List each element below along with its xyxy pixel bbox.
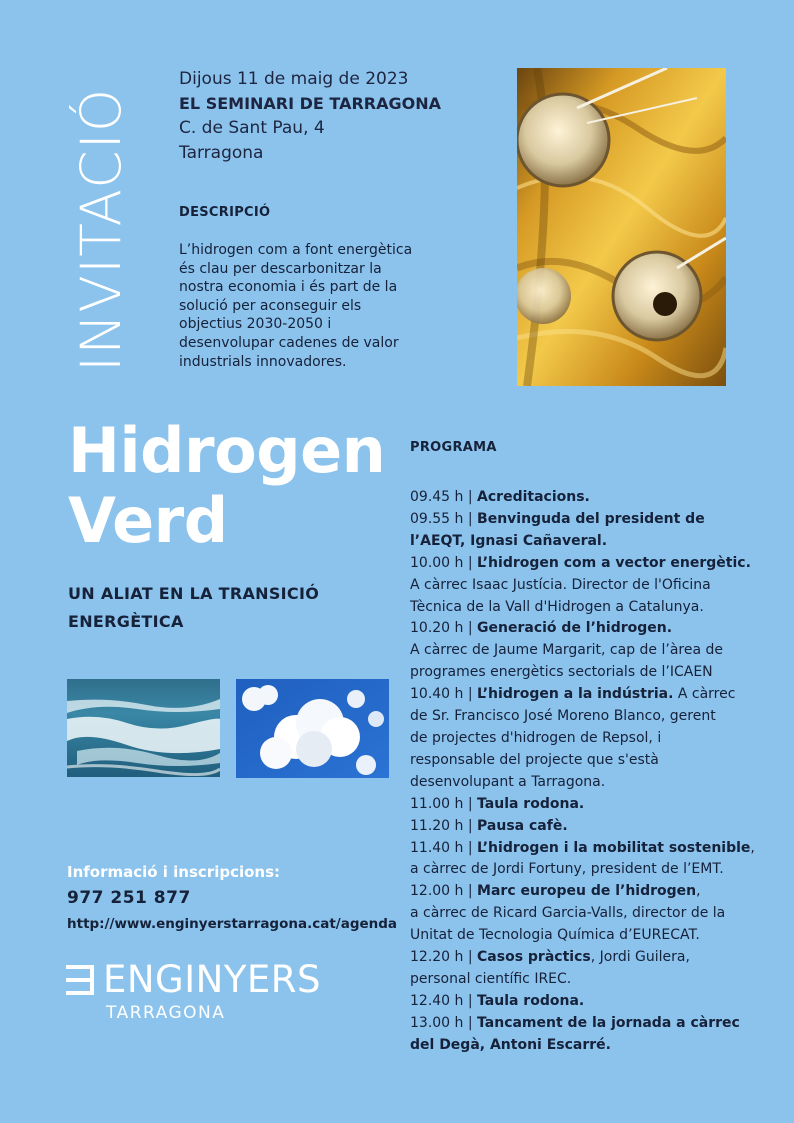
program-line <box>410 794 780 816</box>
description-text <box>179 241 439 371</box>
program-rest: Tècnica de la Vall d'Hidrogen a Catalunya. <box>410 598 704 615</box>
program-bold: Acreditacions. <box>477 489 590 505</box>
description-line: desenvolupar cadenes de valor <box>179 334 399 351</box>
program-rest: , Jordi Guilera, <box>590 949 690 966</box>
program-bold: del Degà, Antoni Escarré. <box>410 1036 611 1053</box>
subtitle-line-1: UN ALIAT EN LA TRANSICIÓ <box>68 584 320 603</box>
program-bold: Benvinguda del president de <box>477 510 705 527</box>
enginyers-logo-mark-icon <box>66 965 94 995</box>
program-bold: L’hidrogen i la mobilitat sostenible <box>477 839 751 856</box>
program-rest: , <box>696 883 701 900</box>
program-line <box>410 947 780 969</box>
program-rest: , <box>750 839 755 856</box>
description-line: solució per aconseguir els <box>179 297 362 314</box>
invitation-vertical-label: INVITACIÓ <box>69 87 133 372</box>
program-line <box>410 706 780 728</box>
program-rest: de projectes d'hidrogen de Repsol, i <box>410 729 662 746</box>
program-rest: Unitat de Tecnologia Química d’EURECAT. <box>410 927 700 944</box>
sky-photo <box>236 679 389 778</box>
program-line <box>410 531 780 553</box>
program-rest: programes energètics sectorials de l’ICAEN <box>410 664 713 681</box>
program-line <box>410 509 780 531</box>
program-time: 13.00 h | <box>410 1014 478 1031</box>
program-rest: A càrrec de Jaume Margarit, cap de l’àrea de <box>410 642 723 659</box>
description-line: L’hidrogen com a font energètica <box>179 242 413 258</box>
logo-name: ENGINYERS <box>103 958 321 1001</box>
program-line <box>410 772 780 794</box>
program-time: 12.40 h | <box>410 992 478 1009</box>
program-bold: Tancament de la jornada a càrrec <box>477 1014 740 1031</box>
program-line <box>410 750 780 772</box>
title-line-2: Verd <box>68 484 228 557</box>
logo-city: TARRAGONA <box>106 1003 226 1023</box>
event-venue: EL SEMINARI DE TARRAGONA <box>179 93 442 113</box>
program-time: 12.00 h | <box>410 883 478 900</box>
program-rest: A càrrec <box>673 686 736 703</box>
program-line <box>410 553 780 575</box>
program-line <box>410 1013 780 1035</box>
sea-photo <box>67 679 220 777</box>
program-heading: PROGRAMA <box>410 440 497 455</box>
program-bold: L’hidrogen com a vector energètic. <box>477 554 751 571</box>
description-line: és clau per descarbonitzar la <box>179 260 382 277</box>
program-rest: personal científic IREC. <box>410 970 572 987</box>
program-list <box>410 487 780 1057</box>
program-rest: A càrrec Isaac Justícia. Director de l'Oficina <box>410 576 711 593</box>
program-line <box>410 859 780 881</box>
title-line-1: Hidrogen <box>68 414 386 487</box>
program-rest: de Sr. Francisco José Moreno Blanco, gerent <box>410 708 716 725</box>
program-bold: Casos pràctics <box>477 949 591 966</box>
event-details <box>179 67 441 165</box>
program-rest: responsable del projecte que s'està <box>410 751 659 768</box>
program-bold: Generació de l’hidrogen. <box>477 620 673 637</box>
info-heading: Informació i inscripcions: <box>67 863 281 881</box>
fuel-cell-photo <box>517 68 726 386</box>
program-line <box>410 903 780 925</box>
description-heading: DESCRIPCIÓ <box>179 205 271 220</box>
program-line <box>410 816 780 838</box>
event-date: Dijous 11 de maig de 2023 <box>179 69 409 89</box>
program-bold: Taula rodona. <box>477 992 585 1009</box>
program-line <box>410 1035 780 1057</box>
program-time: 12.20 h | <box>410 949 478 966</box>
event-address: C. de Sant Pau, 4 <box>179 118 325 138</box>
program-rest: desenvolupant a Tarragona. <box>410 773 606 790</box>
program-rest: a càrrec de Ricard Garcia-Valls, director de la <box>410 905 726 922</box>
program-line <box>410 991 780 1013</box>
program-bold: Taula rodona. <box>477 795 585 812</box>
program-bold: L’hidrogen a la indústria. <box>477 686 674 703</box>
description-line: nostra economia i és part de la <box>179 279 398 296</box>
program-line <box>410 684 780 706</box>
program-line <box>410 925 780 947</box>
program-time: 11.20 h | <box>410 817 478 834</box>
program-line <box>410 618 780 640</box>
subtitle-line-2: ENERGÈTICA <box>68 612 184 631</box>
program-time: 09.45 h | <box>410 489 478 505</box>
contact-phone[interactable]: 977 251 877 <box>67 888 191 908</box>
program-time: 10.00 h | <box>410 554 478 571</box>
program-rest: a càrrec de Jordi Fortuny, president de l’EMT. <box>410 861 724 878</box>
program-line <box>410 662 780 684</box>
program-time: 10.20 h | <box>410 620 478 637</box>
program-line <box>410 575 780 597</box>
program-time: 09.55 h | <box>410 510 478 527</box>
description-line: industrials innovadores. <box>179 353 347 370</box>
program-line <box>410 838 780 860</box>
program-bold: l’AEQT, Ignasi Cañaveral. <box>410 532 608 549</box>
event-city: Tarragona <box>179 142 264 163</box>
program-bold: Pausa cafè. <box>477 817 568 834</box>
program-bold: Marc europeu de l’hidrogen <box>477 883 697 900</box>
program-time: 10.40 h | <box>410 686 478 703</box>
program-line <box>410 640 780 662</box>
agenda-link[interactable]: http://www.enginyerstarragona.cat/agenda <box>67 916 398 932</box>
program-line <box>410 597 780 619</box>
program-line <box>410 487 780 509</box>
program-line <box>410 728 780 750</box>
description-line: objectius 2030-2050 i <box>179 316 332 333</box>
program-line <box>410 881 780 903</box>
program-line <box>410 969 780 991</box>
subtitle <box>68 580 388 636</box>
main-title <box>68 416 385 556</box>
program-time: 11.40 h | <box>410 839 478 856</box>
program-time: 11.00 h | <box>410 795 478 812</box>
